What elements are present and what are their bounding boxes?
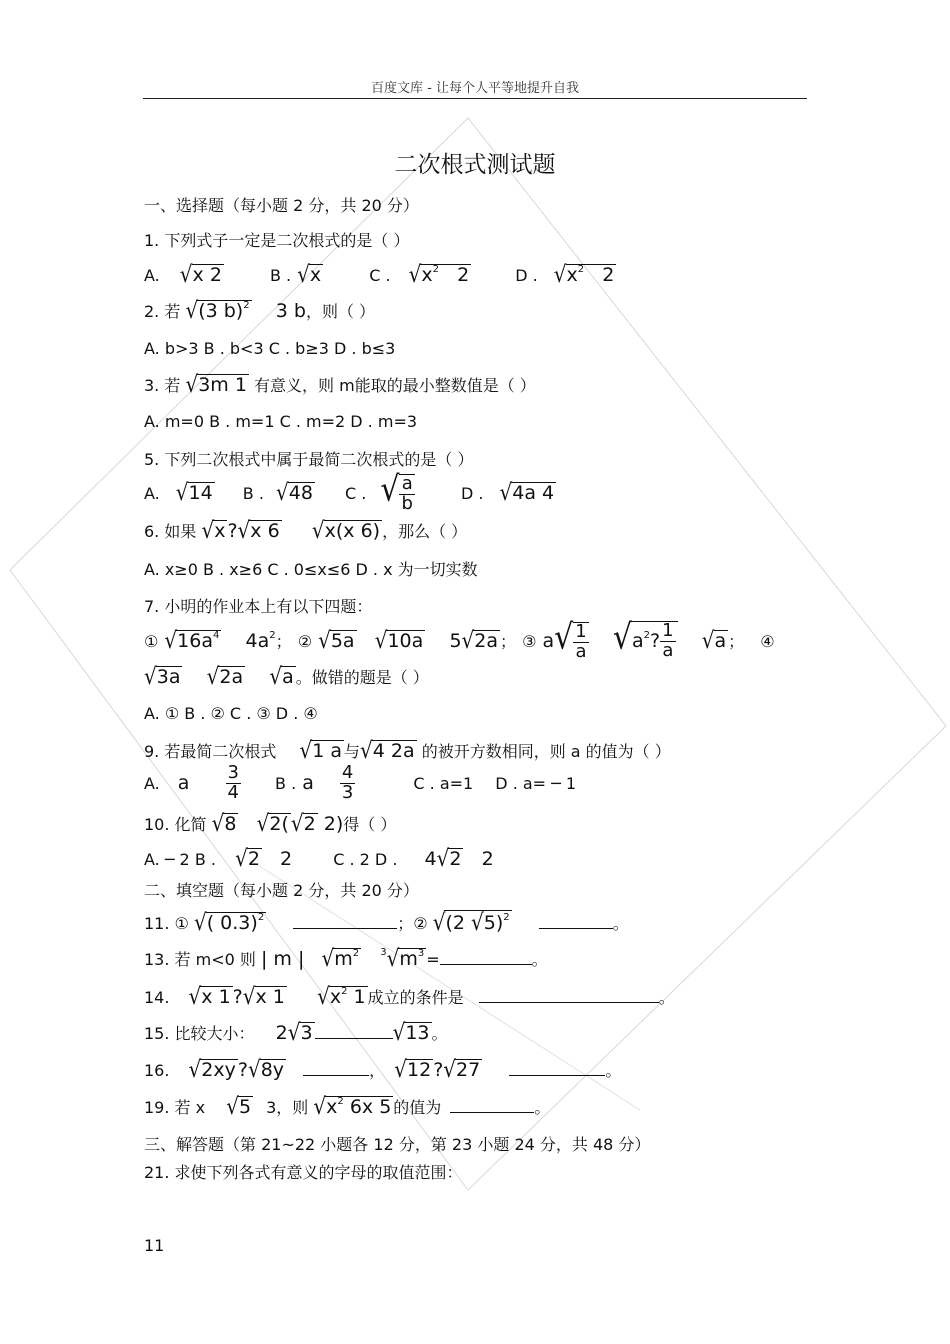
q13-num: 13. 若 m<0 则 [144,950,256,969]
q14-e2: x 1 [255,986,285,1008]
q19-e2tail: 6x 5 [343,1096,392,1118]
q5-stem: 5. 下列二次根式中属于最简二次根式的是（ ） [144,450,474,469]
q3-stem: 3. 若 √3m 1 有意义，则 m能取的最小整数值是（ ） [144,370,536,398]
q7-circle3: ③ [522,632,537,651]
q1-d-sup: 2 [577,264,585,275]
q16-comma: ， [369,1061,386,1080]
q2-num: 2. 若 [144,302,181,321]
q5-c-den: b [401,492,413,514]
section-fill-heading: 二、填空题（每小题 2 分，共 20 分） [144,881,419,900]
q15-e1: 3 [300,1022,313,1044]
page-title: 二次根式测试题 [394,152,556,178]
q9-a-num: 3 [227,762,239,783]
q10-e1: 8 [224,813,237,835]
q9-e1: 1 a [312,740,342,762]
q9-a-label: A. [144,773,160,793]
q10-options: A. ─ 2 B . √2 2 C . 2 D . 4√2 2 [144,844,494,872]
q5-b-label: B . [242,484,264,503]
q7-circle1: ① [144,632,159,651]
q21-stem: 21. 求使下列各式有意义的字母的取值范围： [144,1163,463,1182]
q7-options: A. ① B . ② C . ③ D . ④ [144,704,318,723]
q13: 13. 若 m<0 则 | m | $√m^2$ $^3√m^3$ = 。 [144,944,548,972]
q16-e2: 8y [260,1059,285,1081]
q2-stem: 2. 若 √(3 b)$^2$ 3 b，则（ ） [144,296,376,324]
q7-e3: 10a [387,630,424,652]
q9-mid: 与 [343,742,360,761]
q15: 15. 比较大小： 2√3 √13 。 [144,1018,448,1046]
q10-stem: 10. 化简 √8 √2( √2 2)得（ ） [144,809,397,837]
q10-d-pre: 4 [424,848,437,870]
q11-blank2[interactable] [539,928,613,929]
q14-e3: x [329,986,342,1008]
q5-c-num: a [399,475,414,495]
q9-options [144,764,576,803]
q16: 16. √2xy ?√8y ， √12 ?√27 。 [144,1055,622,1083]
q16-e1: 2xy [201,1059,236,1081]
q3-rest: 有意义，则 m能取的最小整数值是（ ） [254,376,536,395]
q9-d-label: D . a= ─ 1 [495,773,577,793]
q10-b-rad: 2 [247,848,260,870]
q7-r2rad: 2a [474,630,499,652]
q7-l2a: 3a [156,666,181,688]
q14-rest: 成立的条件是 [367,988,464,1007]
q14-end: 。 [658,988,675,1007]
page-header: 百度文库 - 让每个人平等地提升自我 [371,81,579,96]
q6-stem: 6. 如果 √x ?√x 6 √x(x 6) ，那么（ ） [144,516,468,544]
q11-sup1: 2 [257,912,265,923]
q9-num: 9. 若最简二次根式 [144,742,277,761]
q6-options: A. x≥0 B . x≥6 C . 0≤x≤6 D . x 为一切实数 [144,560,478,579]
q11: 11. ① √( 0.3)$^2$ ；② √(2 √5)$^2$ 。 [144,908,629,936]
q6-e3: x(x 6) [324,520,381,542]
q9-a-den: 4 [227,781,239,803]
q16-blank2[interactable] [509,1075,605,1076]
q19-rest: 的值为 [393,1098,442,1117]
q10-d-rad: 2 [449,848,462,870]
q3-num: 3. 若 [144,376,181,395]
q6-e1: x [214,520,226,542]
q7-e4: a [632,630,644,652]
q13-sup2: 3 [417,948,425,959]
q11-e1: ( 0.3) [206,912,258,934]
q2-expr: (3 b) [198,300,244,322]
q19-sup: 2 [337,1096,344,1107]
q7-line1: ① $√16a^4$ $4a^2$； ② √5a √10a 5√2a ； ③ a√ $\frac{1}{a}$ $√a^2$? $\frac{1}{a}$ √a ； ④ [144,617,775,662]
q16-e4: 27 [456,1059,481,1081]
q19: 19. 若 x √5 3，则 $√x^2$ 6x 5 的值为 。 [144,1092,551,1120]
q13-eq: = [426,950,440,969]
q13-blank[interactable] [440,964,532,965]
q11-e2b: 5) [483,912,504,934]
q9-e2: 4 2a [372,740,415,762]
q6-e2: x 6 [250,520,280,542]
q9-b-den: 3 [341,781,354,803]
q1-a-expr: x 2 [192,264,222,286]
q5-d-expr: 4a 4 [512,482,555,504]
q1-c-sup: 2 [432,264,439,275]
q15-blank[interactable] [315,1038,393,1039]
q10-b-tail: 2 [280,848,293,870]
q7-e1sup: 4 [212,630,220,641]
q7-circle2: ② [297,632,313,651]
q9-b-var: a [302,771,314,794]
q7-line2: √3a √2a √a 。做错的题是（ ） [144,662,429,690]
q15-num: 15. 比较大小： [144,1024,255,1043]
q7-r1sup: 2 [269,630,276,641]
q9-b-num: 4 [341,762,354,783]
q7-f2d: a [662,640,674,661]
q1-b-expr: x [309,264,322,286]
q16-end: 。 [605,1061,622,1080]
q7-l2c: a [282,666,294,688]
q1-c-label: C . [369,266,391,285]
q3-options: A. m=0 B . m=1 C . m=2 D . m=3 [144,412,418,431]
q6-num: 6. 如果 [144,522,197,541]
q9-rest: 的被开方数相同，则 a 的值为（ ） [421,742,671,761]
q1-d-label: D . [515,266,538,285]
q2-tail: 3 b [275,300,306,322]
q7-f2n: 1 [662,620,674,642]
q10-c: C . 2 D . [333,850,398,869]
q1-c-expr: x [421,264,433,286]
q10-e2: 2( [269,813,289,835]
q9-c-label: C . a=1 [413,773,474,793]
q7-qm: ? [650,630,661,652]
q1-stem: 1. 下列式子一定是二次根式的是（ ） [144,231,410,250]
q9-stem: 9. 若最简二次根式 √1 a 与√4 2a 的被开方数相同，则 a 的值为（ ） [144,736,671,764]
q6-q: ? [227,520,238,542]
q7-e2: 5a [330,630,355,652]
q7-r2: 5 [449,630,462,652]
q5-a-label: A. [144,484,160,503]
q7-e1: 16a [177,630,213,652]
q3-expr: 3m 1 [198,374,247,396]
section-choice-heading: 一、选择题（每小题 2 分，共 20 分） [144,196,419,215]
q7-semi3: ； [728,632,745,651]
q14-sup: 2 [341,986,348,997]
q14-blank[interactable] [479,1002,659,1003]
q7-semi1: ； [275,632,292,651]
q9-b-label: B . [275,773,297,793]
q13-sup1: 2 [352,948,360,959]
q2-sup: 2 [243,300,250,311]
q16-num: 16. [144,1061,170,1080]
q14: 14. √x 1 ?√x 1 $√x^2$ 1 成立的条件是 。 [144,982,675,1010]
q19-num: 19. 若 x [144,1098,206,1117]
q19-end: 。 [534,1098,551,1117]
q2-rest: ，则（ ） [305,302,376,321]
q1-d-expr: x [566,264,578,286]
q15-pre: 2 [275,1022,288,1044]
q14-e1: x 1 [201,986,231,1008]
q14-q: ? [232,986,243,1008]
q13-index: 3 [380,947,387,958]
q1-options: A. √x 2 B . √x C . $√x^2$ 2 D . $√x^2$ 2 [144,260,615,288]
q14-e3tail: 1 [347,986,366,1008]
q10-num: 10. 化简 [144,815,207,834]
q7-stem: 7. 小明的作业本上有以下四题： [144,597,373,616]
q11-sup2: 2 [503,912,510,923]
q7-f1d: a [575,640,587,662]
q11-e2: (2 [445,912,472,934]
q7-semi2: ； [500,632,517,651]
q5-a-expr: 14 [188,482,213,504]
q16-blank1[interactable] [303,1075,369,1076]
q19-mid: 3，则 [266,1098,309,1117]
q16-q2: ? [433,1059,444,1081]
page-number: 11 [144,1236,165,1255]
q13-abs: | m | [260,948,305,970]
q7-e4sup: 2 [643,630,651,641]
q7-circle4: ④ [760,632,775,651]
q11-num: 11. ① [144,914,189,933]
q7-l2b: 2a [219,666,244,688]
q14-num: 14. [144,988,170,1007]
section-answer-heading: 三、解答题（第 21~22 小题各 12 分，第 23 小题 24 分，共 48 分） [144,1135,651,1154]
q5-c-label: C . [344,484,367,503]
q9-a-var: a [177,771,190,794]
q10-opts-a: A. ─ 2 B . [144,850,216,869]
q7-f1n: 1 [575,620,587,642]
q1-b-label: B . [269,266,292,285]
q6-rest: ，那么（ ） [382,522,468,541]
q7-a: a [542,630,555,652]
q13-end: 。 [531,950,548,969]
q19-blank[interactable] [450,1112,534,1113]
q1-d-tail: 2 [602,264,615,286]
q19-e1: 5 [238,1096,252,1118]
q10-d-tail: 2 [481,848,494,870]
q7-r1: 4a [245,630,270,652]
q10-e3: 2 [303,813,316,835]
header-rule [143,98,807,99]
q11-blank1[interactable] [293,928,397,929]
q10-e4: 2) [317,813,344,835]
q1-c-tail: 2 [457,264,470,286]
q11-end: 。 [612,914,629,933]
q13-e1: m [334,948,353,970]
q1-a-label: A. [144,266,160,285]
q2-options: A. b>3 B . b<3 C . b≥3 D . b≤3 [144,339,396,358]
q19-e2: x [326,1096,338,1118]
q16-e3: 12 [407,1059,432,1081]
q7-l2rest: 。做错的题是（ ） [295,668,429,687]
q15-e2: 13 [405,1022,430,1044]
q5-options: A. √14 B . √48 C . √ $\frac{a}{b}$ D . √4a 4 [144,469,555,514]
q16-q1: ? [237,1059,248,1081]
q15-end: 。 [431,1024,448,1043]
q10-rest: 得（ ） [343,815,397,834]
q11-semi: ；② [397,914,428,933]
q5-b-expr: 48 [288,482,313,504]
q13-e2: m [399,948,418,970]
q5-d-label: D . [460,484,484,503]
q7-e5: a [714,630,727,652]
